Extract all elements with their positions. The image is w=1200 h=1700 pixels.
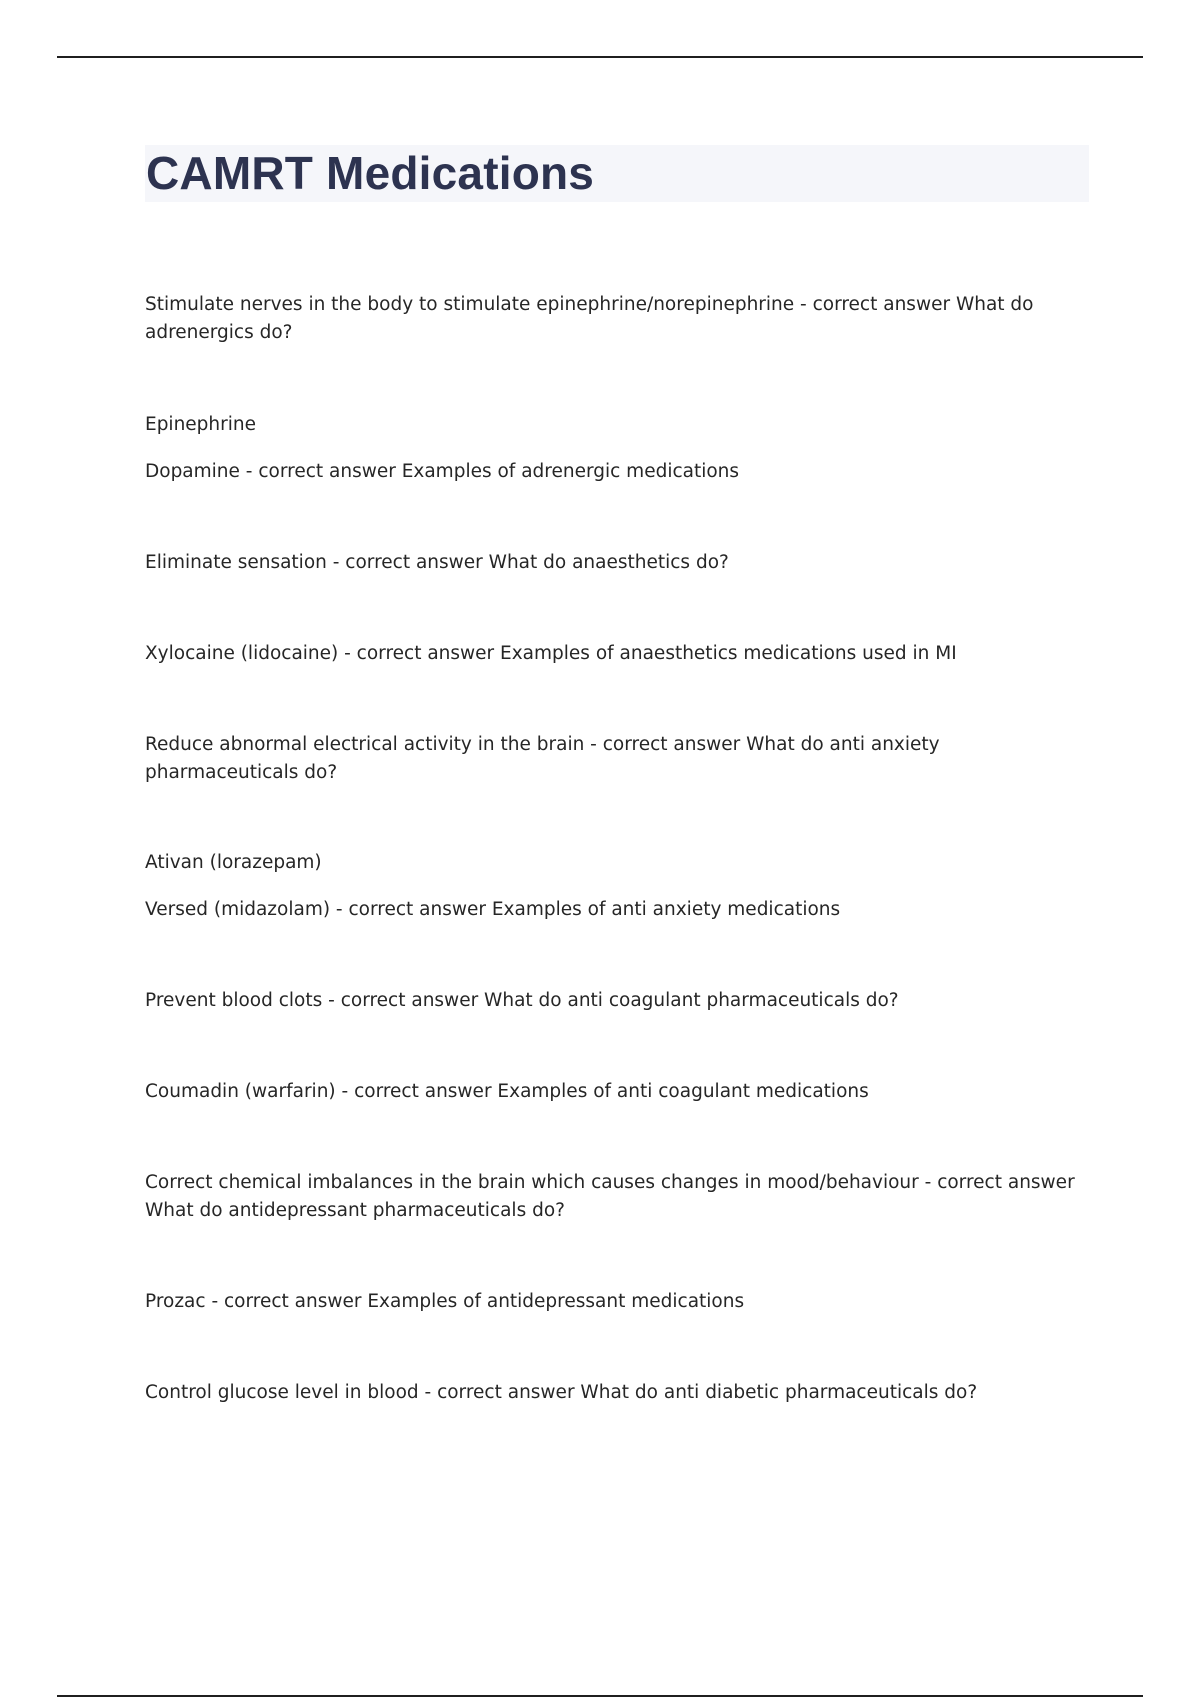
paragraph-anti-anxiety-examples: Versed (midazolam) - correct answer Examples of anti anxiety medications [145,899,841,920]
paragraph-antidepressant-definition: Correct chemical imbalances in the brain which causes changes in mood/behaviour - correct answer What do antidepressant pharmaceuticals do? [145,1172,1075,1221]
paragraph-anti-coagulant-definition: Prevent blood clots - correct answer What do anti coagulant pharmaceuticals do? [145,990,899,1011]
paragraph-anti-anxiety-definition: Reduce abnormal electrical activity in the brain - correct answer What do anti anxiety pharmaceuticals do? [145,734,940,783]
paragraph-adrenergic-examples: Dopamine - correct answer Examples of adrenergic medications [145,461,740,482]
paragraph-ativan: Ativan (lorazepam) [145,852,322,873]
bottom-rule [57,1695,1143,1697]
top-rule [57,56,1143,58]
paragraph-anti-coagulant-examples: Coumadin (warfarin) - correct answer Examples of anti coagulant medications [145,1081,869,1102]
paragraph-adrenergics-definition: Stimulate nerves in the body to stimulate epinephrine/norepinephrine - correct answer What do adrenergics do? [145,294,1034,343]
paragraph-anaesthetics-definition: Eliminate sensation - correct answer What do anaesthetics do? [145,552,729,573]
paragraph-anti-diabetic-definition: Control glucose level in blood - correct answer What do anti diabetic pharmaceuticals do? [145,1382,978,1403]
document-title: CAMRT Medications [146,147,595,199]
paragraph-antidepressant-examples: Prozac - correct answer Examples of antidepressant medications [145,1291,745,1312]
paragraph-anaesthetics-examples: Xylocaine (lidocaine) - correct answer Examples of anaesthetics medications used in MI [145,643,957,664]
paragraph-epinephrine: Epinephrine [145,414,256,435]
